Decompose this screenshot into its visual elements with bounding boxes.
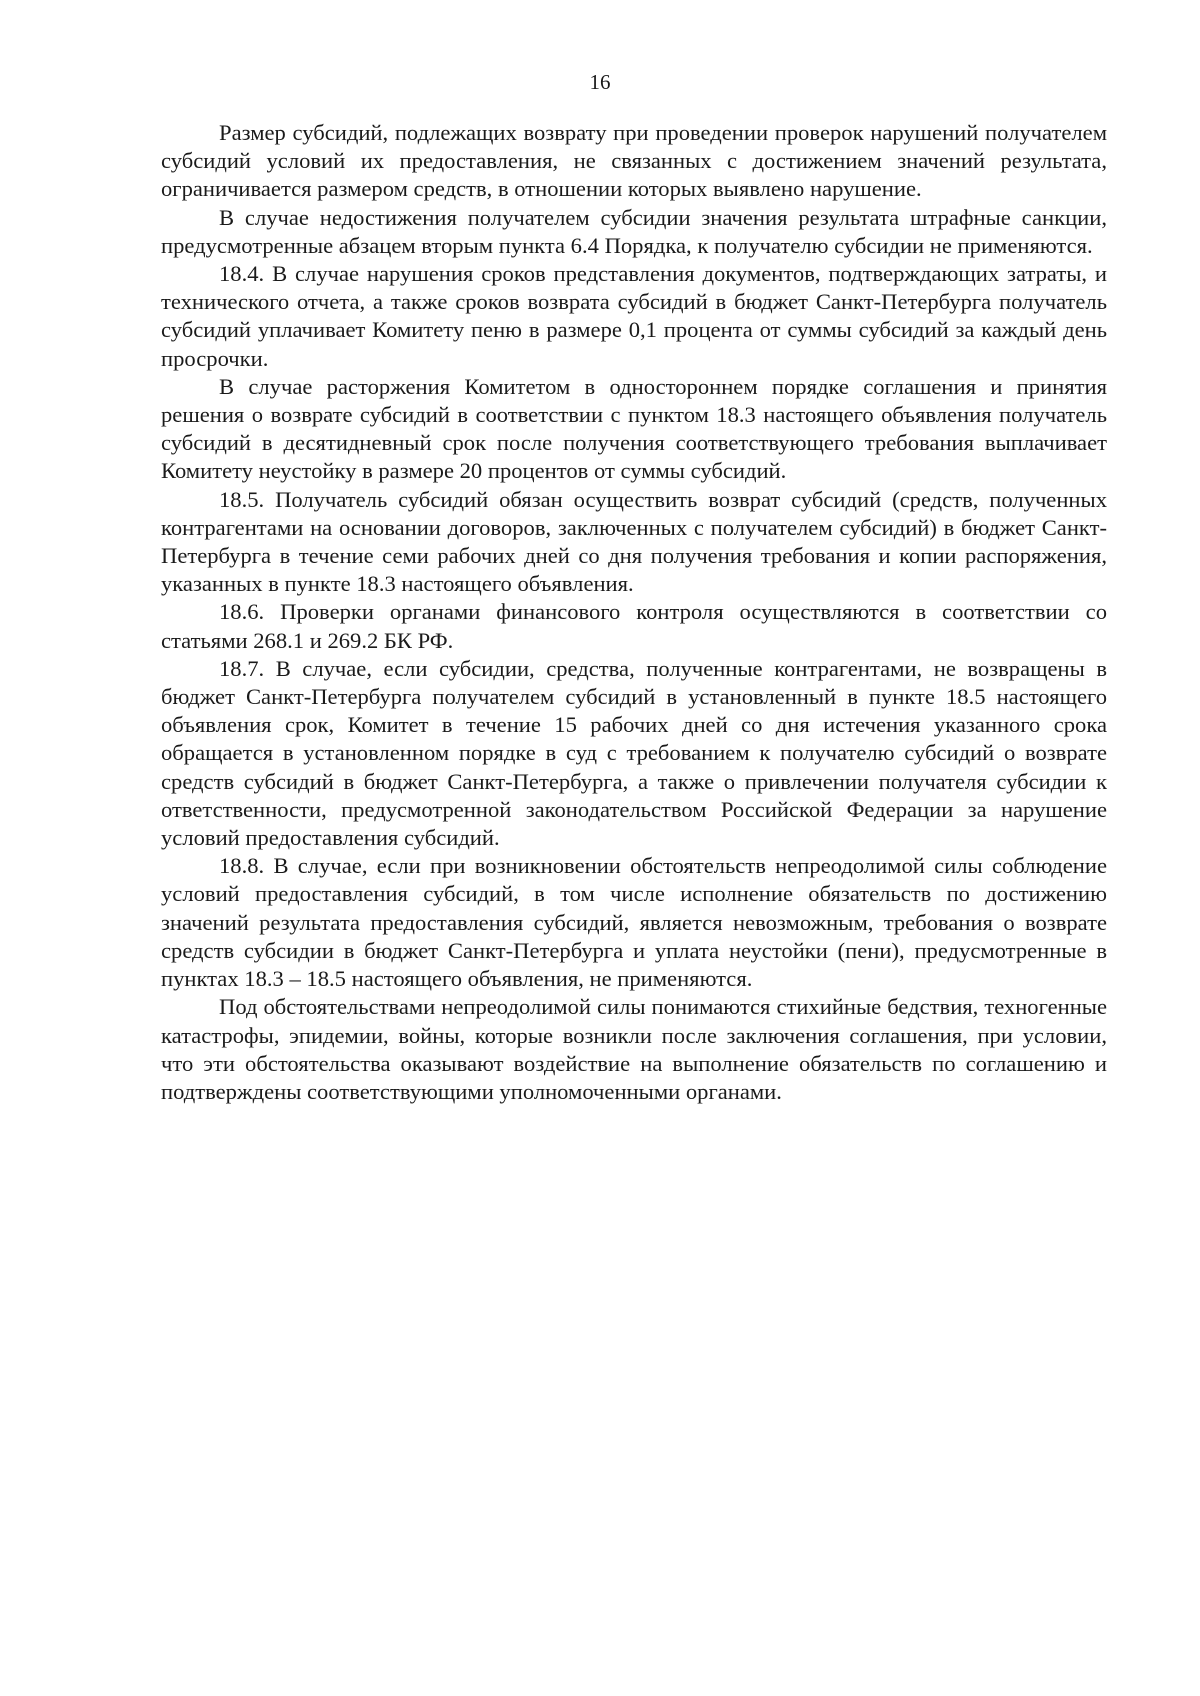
page-number: 16 bbox=[589, 70, 611, 94]
paragraph-18-6: 18.6. Проверки органами финансового контроля осуществляются в соответствии со статьями 268.1 и 269.2 БК РФ. bbox=[161, 599, 1107, 653]
paragraph-18-5: 18.5. Получатель субсидий обязан осуществить возврат субсидий (средств, полученных контрагентами на основании договоров, заключенных с получателем субсидий) в бюджет Санкт-Петербурга в течение семи рабочих дней со дня получения требования и копии распоряжения, указанных в пункте 18.3 настоящего объявления. bbox=[161, 486, 1107, 597]
paragraph-18-7: 18.7. В случае, если субсидии, средства, полученные контрагентами, не возвращены в бюджет Санкт-Петербурга получателем субсидий в установленный в пункте 18.5 настоящего объявления срок, Комитет в течение 15 рабочих дней со дня истечения указанного срока обращается в установленном порядке в суд с требованием к получателю субсидий о возврате средств субсидий в бюджет Санкт-Петербурга, а также о привлечении получателя субсидии к ответственности, предусмотренной законодательством Российской Федерации за нарушение условий предоставления субсидий. bbox=[161, 655, 1107, 851]
paragraph-termination-penalty: В случае расторжения Комитетом в одностороннем порядке соглашения и принятия решения о возврате субсидий в соответствии с пунктом 18.3 настоящего объявления получатель субсидий в десятидневный срок после получения соответствующего требования выплачивает Комитету неустойку в размере 20 процентов от суммы субсидий. bbox=[161, 373, 1107, 484]
paragraph-penalties-not-applied: В случае недостижения получателем субсидии значения результата штрафные санкции, предусмотренные абзацем вторым пункта 6.4 Порядка, к получателю субсидии не применяются. bbox=[161, 204, 1107, 258]
document-body bbox=[161, 119, 1107, 1106]
paragraph-subsidy-refund-size: Размер субсидий, подлежащих возврату при проведении проверок нарушений получателем субсидий условий их предоставления, не связанных с достижением значений результата, ограничивается размером средств, в отношении которых выявлено нарушение. bbox=[161, 120, 1107, 202]
paragraph-18-4: 18.4. В случае нарушения сроков представления документов, подтверждающих затраты, и технического отчета, а также сроков возврата субсидий в бюджет Санкт-Петербурга получатель субсидий уплачивает Комитету пеню в размере 0,1 процента от суммы субсидий за каждый день просрочки. bbox=[161, 261, 1107, 371]
paragraph-force-majeure-definition: Под обстоятельствами непреодолимой силы понимаются стихийные бедствия, техногенные катастрофы, эпидемии, войны, которые возникли после заключения соглашения, при условии, что эти обстоятельства оказывают воздействие на выполнение обязательств по соглашению и подтверждены соответствующими уполномоченными органами. bbox=[161, 994, 1107, 1104]
paragraph-18-8: 18.8. В случае, если при возникновении обстоятельств непреодолимой силы соблюдение условий предоставления субсидий, в том числе исполнение обязательств по достижению значений результата предоставления субсидий, является невозможным, требования о возврате средств субсидии в бюджет Санкт-Петербурга и уплата неустойки (пени), предусмотренные в пунктах 18.3 – 18.5 настоящего объявления, не применяются. bbox=[161, 853, 1107, 992]
